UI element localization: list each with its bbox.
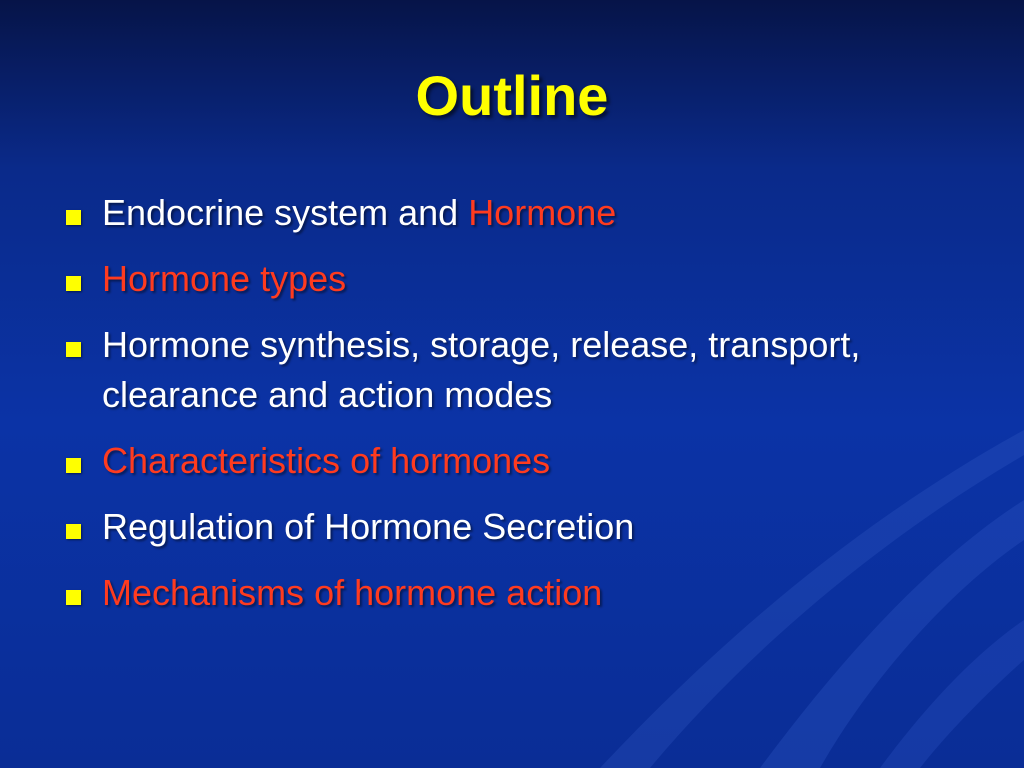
bullet-highlight-text: Mechanisms of hormone action bbox=[102, 572, 603, 613]
square-bullet-icon bbox=[66, 458, 81, 473]
bullet-highlight-text: Hormone bbox=[468, 192, 617, 233]
bullet-list bbox=[66, 188, 966, 634]
bullet-text: Endocrine system and bbox=[102, 192, 469, 233]
slide-title: Outline bbox=[415, 64, 609, 127]
square-bullet-icon bbox=[66, 210, 81, 225]
square-bullet-icon bbox=[66, 524, 81, 539]
bullet-item bbox=[66, 436, 966, 486]
bullet-text: Regulation of Hormone Secretion bbox=[102, 506, 635, 547]
bullet-highlight-text: Hormone types bbox=[102, 258, 347, 299]
bullet-item bbox=[66, 254, 966, 304]
square-bullet-icon bbox=[66, 276, 81, 291]
bullet-highlight-text: Characteristics of hormones bbox=[102, 440, 551, 481]
bullet-item bbox=[66, 320, 966, 420]
square-bullet-icon bbox=[66, 590, 81, 605]
bullet-item bbox=[66, 188, 966, 238]
bullet-item bbox=[66, 502, 966, 552]
square-bullet-icon bbox=[66, 342, 81, 357]
bullet-item bbox=[66, 568, 966, 618]
bullet-text: Hormone synthesis, storage, release, transport, clearance and action modes bbox=[102, 324, 871, 415]
